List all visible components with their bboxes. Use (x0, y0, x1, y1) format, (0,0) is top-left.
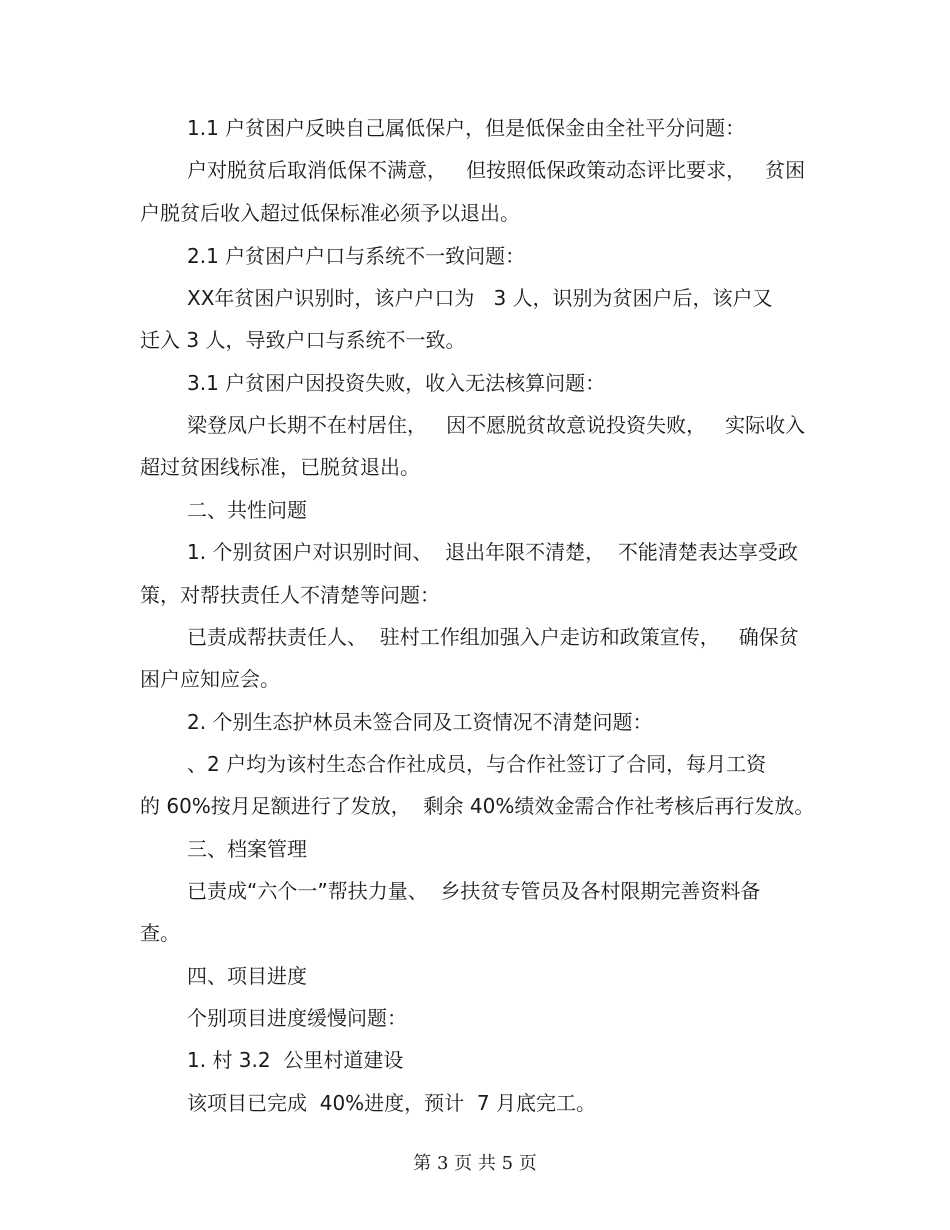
paragraph-line: 2.1 户贫困户户口与系统不一致问题： (187, 244, 526, 268)
paragraph-line: 3.1 户贫困户因投资失败，收入无法核算问题： (187, 371, 606, 395)
paragraph-line: 超过贫困线标准，已脱贫退出。 (140, 455, 420, 479)
paragraph-line: 个别项目进度缓慢问题： (187, 1006, 407, 1030)
paragraph-line: 1.1 户贫困户反映自己属低保户，但是低保金由全社平分问题： (187, 116, 746, 140)
paragraph-line: 梁登凤户长期不在村居住， 因不愿脱贫故意说投资失败， 实际收入 (187, 413, 806, 437)
section-heading: 四、项目进度 (187, 964, 307, 988)
paragraph-line: 困户应知应会。 (140, 667, 280, 691)
paragraph-line: 、2 户均为该村生态合作社成员，与合作社签订了合同，每月工资 (187, 752, 767, 776)
paragraph-line: 查。 (140, 921, 180, 945)
paragraph-line: 该项目已完成 40%进度，预计 7 月底完工。 (187, 1091, 596, 1115)
page-footer: 第 3 页 共 5 页 (413, 1153, 537, 1174)
paragraph-line: 策，对帮扶责任人不清楚等问题： (140, 583, 440, 607)
paragraph-line: 户脱贫后收入超过低保标准必须予以退出。 (140, 201, 520, 225)
paragraph-line: XX年贫困户识别时，该户户口为 3 人，识别为贫困户后，该户又 (187, 286, 773, 310)
paragraph-line: 1. 村 3.2 公里村道建设 (187, 1048, 404, 1072)
section-heading: 三、档案管理 (187, 837, 307, 861)
paragraph-line: 1. 个别贫困户对识别时间、 退出年限不清楚， 不能清楚表达享受政 (187, 540, 798, 564)
section-heading: 二、共性问题 (187, 498, 307, 522)
paragraph-line: 2. 个别生态护林员未签合同及工资情况不清楚问题： (187, 710, 653, 734)
paragraph-line: 已责成帮扶责任人、 驻村工作组加强入户走访和政策宣传， 确保贫 (187, 625, 799, 649)
paragraph-line: 迁入 3 人，导致户口与系统不一致。 (140, 328, 466, 352)
paragraph-line: 的 60%按月足额进行了发放， 剩余 40%绩效金需合作社考核后再行发放。 (140, 794, 815, 818)
paragraph-line: 已责成“六个一”帮扶力量、 乡扶贫专管员及各村限期完善资料备 (187, 879, 761, 903)
paragraph-line: 户对脱贫后取消低保不满意， 但按照低保政策动态评比要求， 贫困 (187, 158, 806, 182)
